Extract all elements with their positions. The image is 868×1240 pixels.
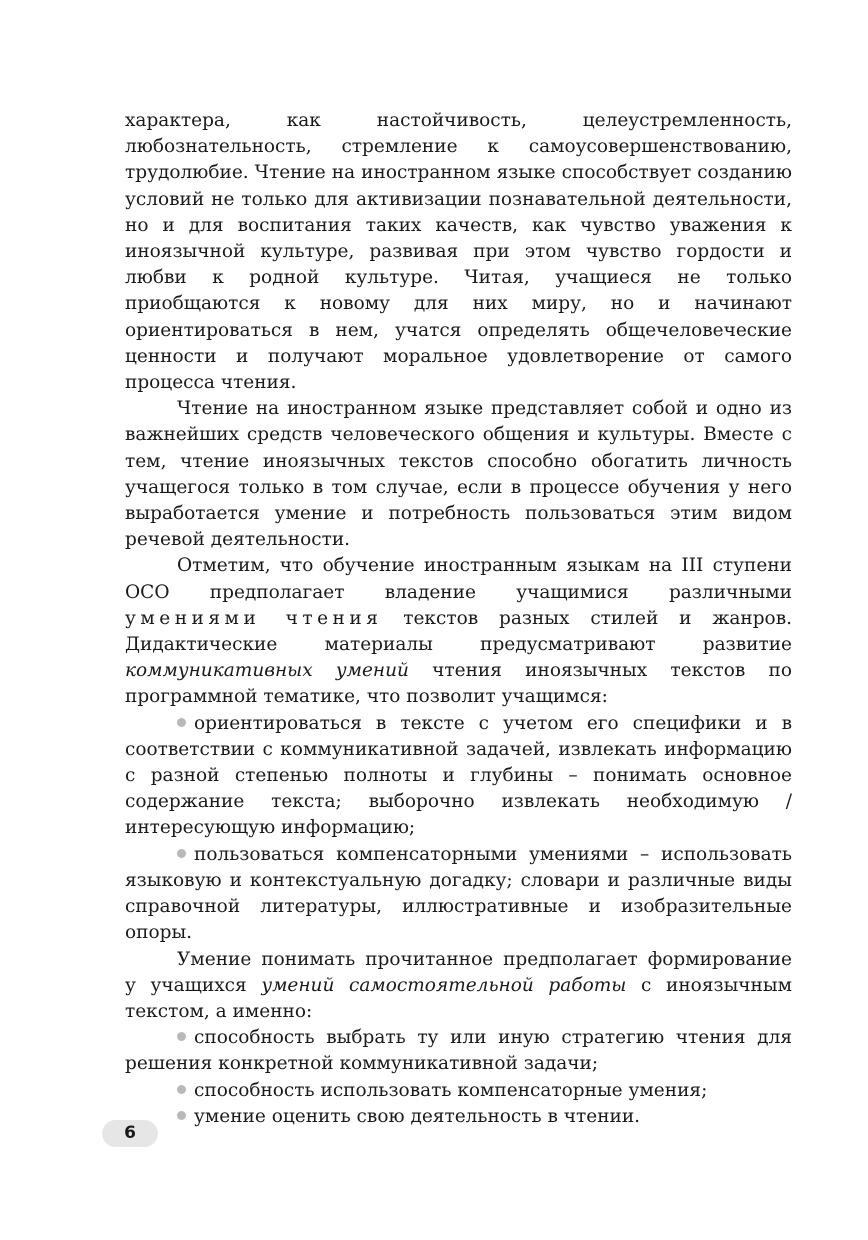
paragraph-4 xyxy=(125,947,792,1026)
paragraph-1: характера, как настойчивость, целеустремленность, любознательность, стремление к самоусовершенствованию, трудолюбие. Чтение на иностранном языке способствует созданию условий не только для активизации познавательной деятельности, но и для воспитания таких качеств, как чувство уважения к иноязычной культуре, развивая при этом чувство гордости и любви к родной культуре. Читая, учащиеся не только приобщаются к новому для них миру, но и начинают ориентироваться в нем, учатся определять общечеловеческие ценности и получают моральное удовлетворение от самого процесса чтения. xyxy=(125,110,792,394)
bullet-text: способность использовать компенсаторные умения; xyxy=(194,1079,708,1101)
bullet-text: пользоваться компенсаторными умениями – использовать языковую и контекстуальную догадку; словари и различные виды справочной литературы, иллюстративные и изобразительные опоры. xyxy=(125,843,792,944)
bullet-text: способность выбрать ту или иную стратегию чтения для решения конкретной коммуникативной задачи; xyxy=(125,1027,792,1075)
paragraph-3-text-c: чтения иноязычных текстов по программной тематике, что позволит учащимся: xyxy=(125,660,792,708)
bullet-dot-icon xyxy=(177,1085,186,1094)
spaced-term-reading-skills: умениями чтения xyxy=(125,607,383,629)
paragraph-4-text-b: с иноязычным текстом, а именно: xyxy=(125,974,792,1022)
paragraph-3-text-a: Отметим, что обучение иностранным языкам на III ступени ОСО предполагает владение учащимися различными xyxy=(125,555,792,603)
italic-term-communicative-skills: коммуникативных умений xyxy=(125,660,409,682)
bullet-item xyxy=(125,842,792,947)
paragraph-3-text-b: текстов разных стилей и жанров. Дидактические материалы предусматривают развитие xyxy=(125,607,792,656)
paragraph-2: Чтение на иностранном языке представляет собой и одно из важнейших средств человеческого общения и культуры. Вместе с тем, чтение иноязычных текстов способно обогатить личность учащегося только в том случае, если в процессе обучения у него выработается умение и потребность пользоваться этим видом речевой деятельности. xyxy=(125,398,792,551)
bullet-dot-icon xyxy=(177,849,186,858)
bullet-item xyxy=(125,711,792,842)
bullet-item xyxy=(125,1104,792,1130)
bullet-dot-icon xyxy=(177,718,186,727)
bullet-text: умение оценить свою деятельность в чтении. xyxy=(194,1105,641,1127)
bullet-dot-icon xyxy=(177,1111,186,1120)
italic-term-independent-work: умений самостоятельной работы xyxy=(261,974,627,996)
bullet-dot-icon xyxy=(177,1032,186,1041)
paragraph-3 xyxy=(125,553,792,710)
bullet-item xyxy=(125,1078,792,1104)
body-text xyxy=(125,108,792,1130)
bullet-item xyxy=(125,1025,792,1077)
page-number-badge: 6 xyxy=(102,1120,158,1147)
paragraph-4-text-a: Умение понимать прочитанное предполагает формирование у учащихся xyxy=(125,948,792,996)
bullet-text: ориентироваться в тексте с учетом его специфики и в соответствии с коммуникативной задачей, извлекать информацию с разной степенью полноты и глубины – понимать основное содержание текста; выборочно извлекать необходимую / интересующую информацию; xyxy=(125,712,792,839)
